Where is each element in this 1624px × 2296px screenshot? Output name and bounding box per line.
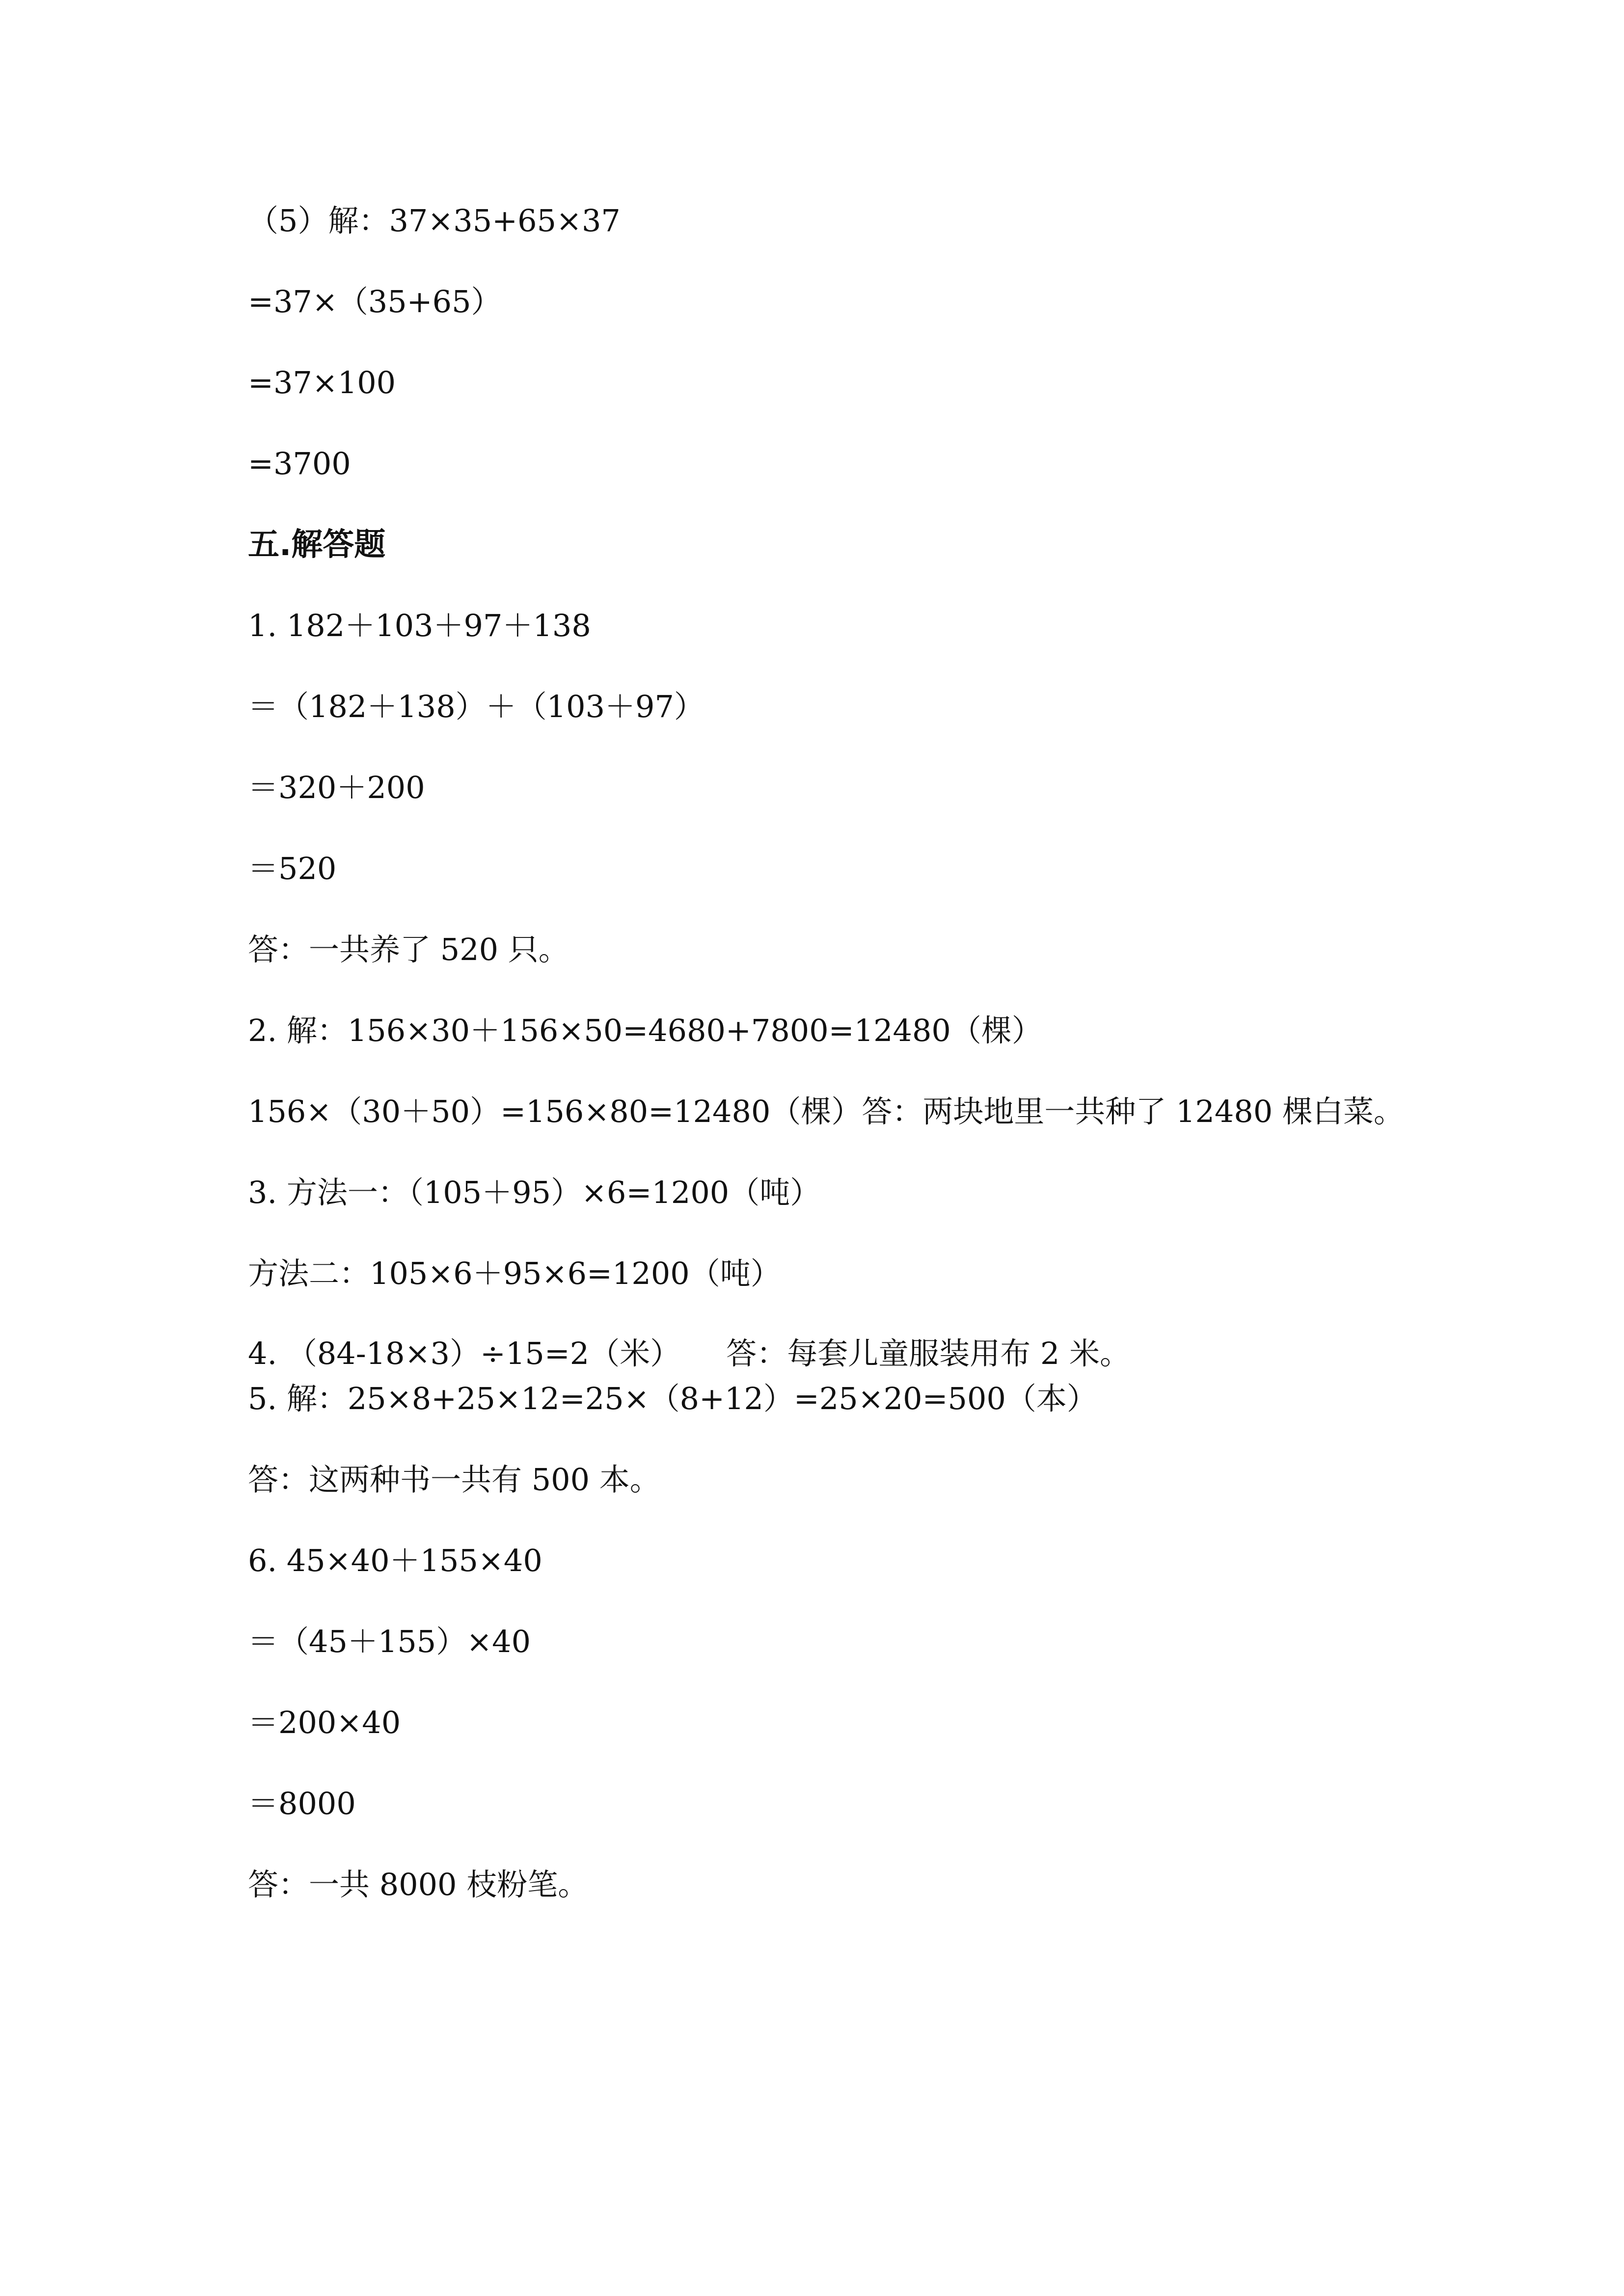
problem-2-method-2-and-answer: 156×（30＋50）=156×80=12480（棵）答：两块地里一共种了 12480 棵白菜。: [248, 1094, 1405, 1129]
q5-result: =3700: [248, 446, 351, 481]
problem-4-solution: 4. （84-18×3）÷15=2（米） 答：每套儿童服装用布 2 米。: [248, 1335, 1131, 1371]
problem-3-method-2: 方法二：105×6＋95×6=1200（吨）: [248, 1255, 781, 1291]
problem-1-step-1: ＝（182＋138）＋（103＋97）: [248, 689, 704, 724]
q5-solution-line: （5）解：37×35+65×37: [248, 203, 621, 239]
problem-1-result: ＝520: [248, 851, 337, 886]
problem-1-step-2: ＝320＋200: [248, 770, 425, 805]
problem-2-method-1: 2. 解：156×30＋156×50=4680+7800=12480（棵）: [248, 1013, 1042, 1048]
problem-6-step-1: ＝（45＋155）×40: [248, 1624, 531, 1659]
problem-5-answer: 答：这两种书一共有 500 本。: [248, 1462, 660, 1497]
problem-1-answer: 答：一共养了 520 只。: [248, 932, 569, 967]
problem-6-answer: 答：一共 8000 枝粉笔。: [248, 1867, 589, 1902]
problem-3-method-1: 3. 方法一：（105＋95）×6=1200（吨）: [248, 1175, 821, 1210]
problem-6-expression: 6. 45×40＋155×40: [248, 1543, 542, 1578]
problem-6-step-2: ＝200×40: [248, 1705, 401, 1740]
q5-step-2: =37×100: [248, 365, 396, 400]
problem-5-solution: 5. 解：25×8+25×12=25×（8+12）=25×20=500（本）: [248, 1381, 1097, 1416]
section-heading: 五.解答题: [248, 527, 386, 563]
q5-step-1: =37×（35+65）: [248, 284, 502, 320]
problem-1-expression: 1. 182＋103＋97＋138: [248, 608, 591, 643]
problem-6-result: ＝8000: [248, 1786, 356, 1821]
